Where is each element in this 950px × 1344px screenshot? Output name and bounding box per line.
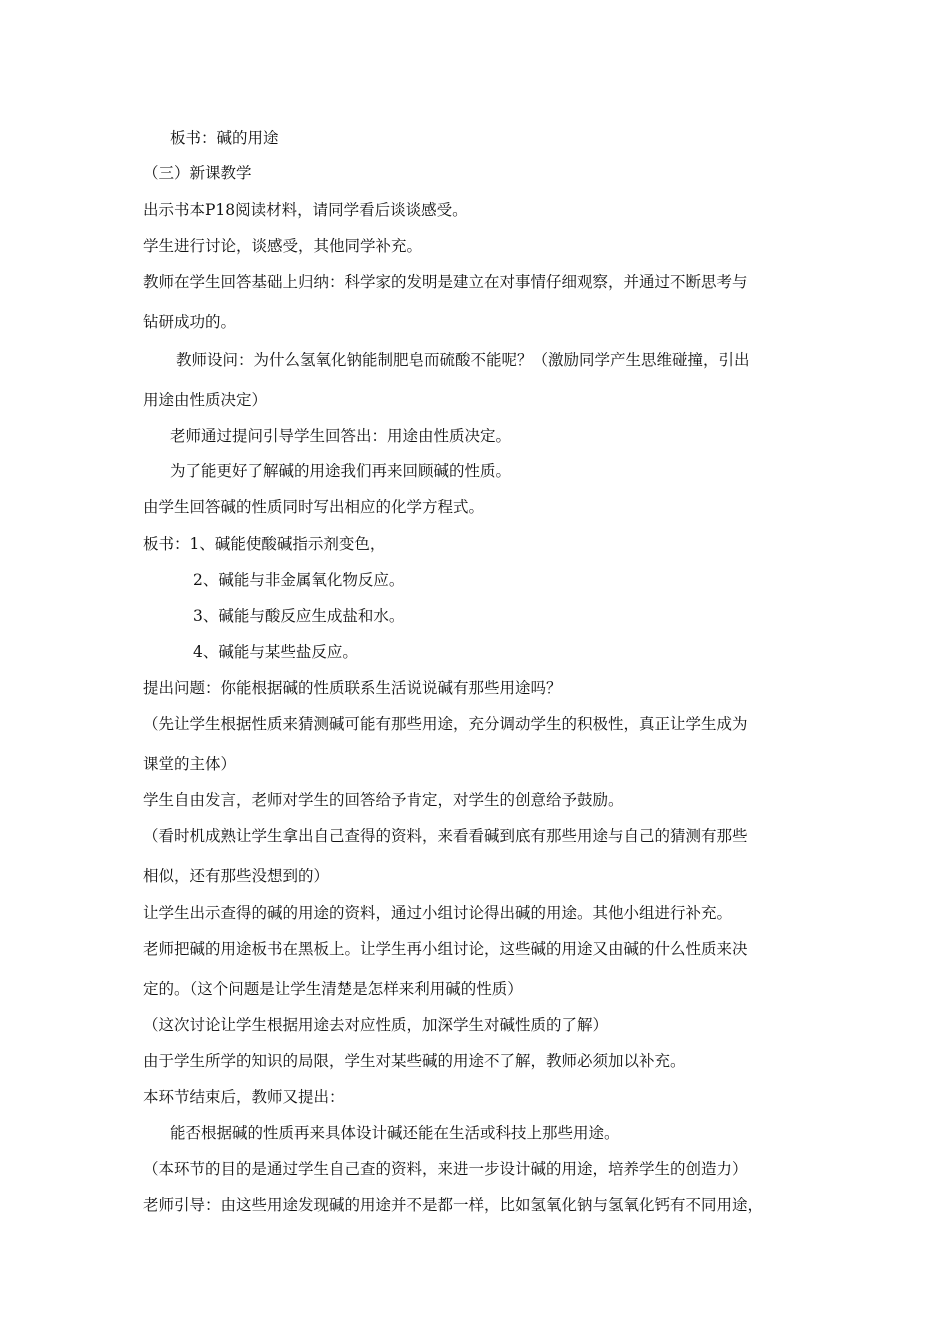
paragraph-line: 由于学生所学的知识的局限，学生对某些碱的用途不了解，教师必须加以补充。 [143, 1052, 686, 1070]
board-heading: 板书：碱的用途 [170, 129, 279, 147]
paragraph-line: 老师引导：由这些用途发现碱的用途并不是都一样，比如氢氧化钠与氢氧化钙有不同用途， [143, 1196, 764, 1214]
board-list-line: 2、碱能与非金属氧化物反应。 [193, 571, 405, 589]
paragraph-line: 老师通过提问引导学生回答出：用途由性质决定。 [170, 427, 512, 445]
paragraph-line: 定的。（这个问题是让学生清楚是怎样来利用碱的性质） [143, 980, 523, 998]
paragraph-line: 钻研成功的。 [143, 313, 237, 331]
paragraph-line: （本环节的目的是通过学生自己查的资料，来进一步设计碱的用途，培养学生的创造力） [143, 1160, 748, 1178]
paragraph-line: 教师在学生回答基础上归纳：科学家的发明是建立在对事情仔细观察，并通过不断思考与 [143, 273, 748, 291]
section-heading: （三）新课教学 [143, 164, 252, 182]
paragraph-line: 教师设问：为什么氢氧化钠能制肥皂而硫酸不能呢？（激励同学产生思维碰撞，引出 [176, 351, 750, 369]
paragraph-line: 为了能更好了解碱的用途我们再来回顾碱的性质。 [170, 462, 512, 480]
paragraph-line: 学生进行讨论，谈感受，其他同学补充。 [143, 237, 423, 255]
board-list-line: 4、碱能与某些盐反应。 [193, 643, 358, 661]
paragraph-line: （看时机成熟让学生拿出自己查得的资料，来看看碱到底有那些用途与自己的猜测有那些 [143, 827, 748, 845]
paragraph-line: （先让学生根据性质来猜测碱可能有那些用途，充分调动学生的积极性，真正让学生成为 [143, 715, 748, 733]
paragraph-line: （这次讨论让学生根据用途去对应性质，加深学生对碱性质的了解） [143, 1016, 609, 1034]
paragraph-line: 出示书本P18阅读材料，请同学看后谈谈感受。 [143, 201, 468, 219]
paragraph-line: 课堂的主体） [143, 755, 237, 773]
paragraph-line: 让学生出示查得的碱的用途的资料，通过小组讨论得出碱的用途。其他小组进行补充。 [143, 904, 733, 922]
paragraph-line: 老师把碱的用途板书在黑板上。让学生再小组讨论，这些碱的用途又由碱的什么性质来决 [143, 940, 748, 958]
board-list-line: 3、碱能与酸反应生成盐和水。 [193, 607, 405, 625]
paragraph-line: 学生自由发言，老师对学生的回答给予肯定，对学生的创意给予鼓励。 [143, 791, 624, 809]
paragraph-line: 由学生回答碱的性质同时写出相应的化学方程式。 [143, 498, 485, 516]
paragraph-line: 相似，还有那些没想到的） [143, 867, 330, 885]
board-list-line: 板书：1、碱能使酸碱指示剂变色， [143, 535, 386, 553]
paragraph-line: 本环节结束后，教师又提出： [143, 1088, 345, 1106]
paragraph-line: 能否根据碱的性质再来具体设计碱还能在生活或科技上那些用途。 [170, 1124, 620, 1142]
paragraph-line: 提出问题：你能根据碱的性质联系生活说说碱有那些用途吗？ [143, 679, 562, 697]
paragraph-line: 用途由性质决定） [143, 391, 268, 409]
